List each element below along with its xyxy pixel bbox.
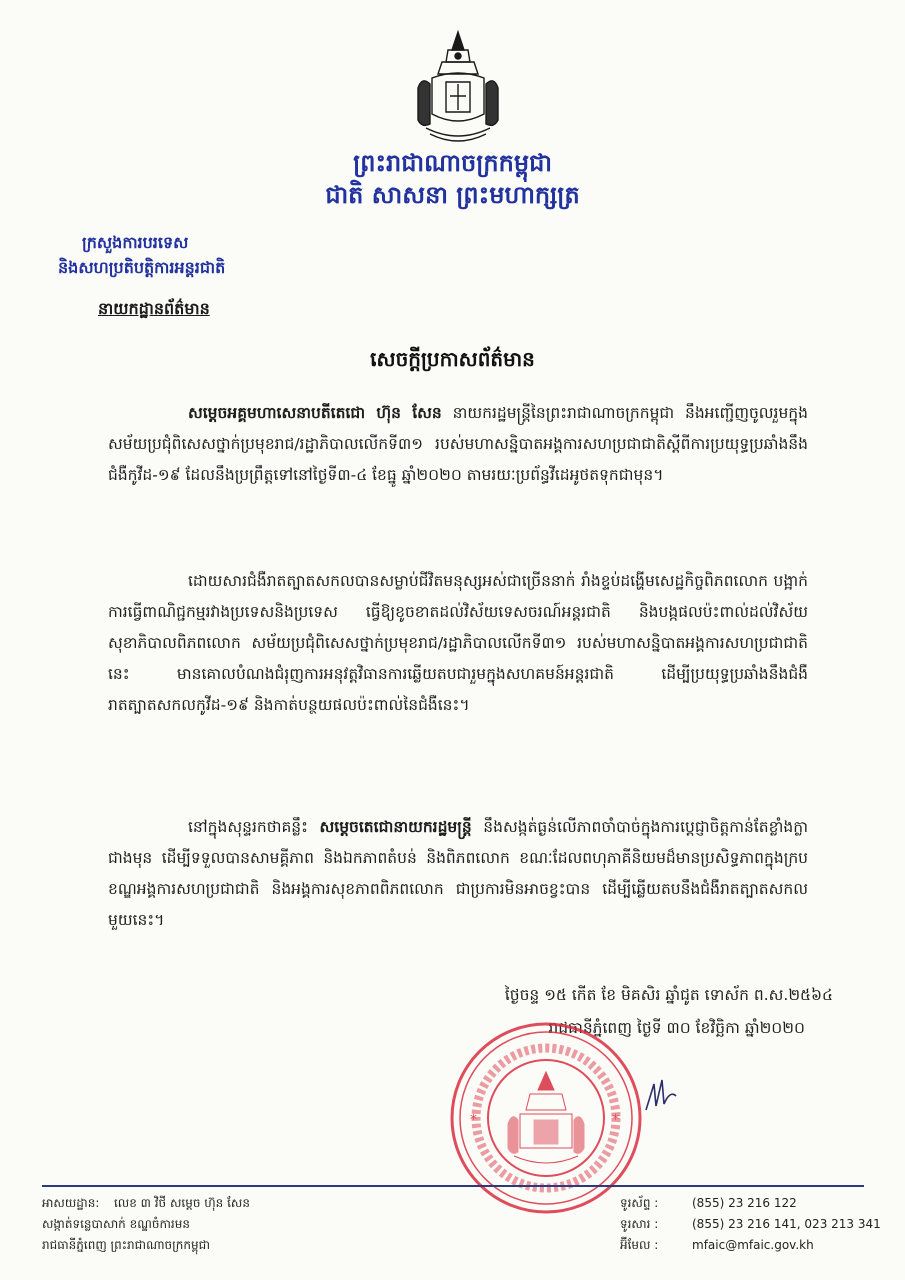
email-label: អ៊ីមែល : [620,1238,659,1252]
address-line-3: រាជធានីភ្នំពេញ ព្រះរាជាណាចក្រកម្ពុជា [42,1238,210,1252]
footer-divider [42,1185,864,1187]
footer-contacts [620,1193,881,1256]
document-title: សេចក្តីប្រកាសព័ត៌មាន [370,347,535,371]
svg-text:*: * [470,1112,477,1128]
paragraph-1 [108,398,808,491]
ministry-name-line2: និងសហប្រតិបត្តិការអន្តរជាតិ [58,258,226,277]
paragraph-2-text: ដោយសារជំងឺរាតត្បាតសកលបានសម្លាប់ជីវិតមនុស្សអស់ជាច្រើននាក់ រាំងខ្ទប់ដង្ហើមសេដ្ឋកិច្ចពិភពលោក បង្អាក់ការធ្វើពាណិជ្ជកម្មរវាងប្រទេសនិងប្រទេស ធ្វើឱ្យខូចខាតដល់វិស័យទេសចរណ៍អន្តរជាតិ និងបង្កផលប៉ះពាល់ដល់វិស័យសុខាភិបាលពិភពលោក សម័យប្រជុំពិសេសថ្នាក់ប្រមុខរាជ/រដ្ឋាភិបាលលើកទី៣១ របស់មហាសន្និបាតអង្គការសហប្រជាជាតិនេះ មានគោលបំណងជំរុញការអនុវត្តវិធានការឆ្លើយតបជារួមក្នុងសហគមន៍អន្តរជាតិ ដើម្បីប្រយុទ្ធប្រឆាំងនឹងជំងឺរាតត្បាតសកលកូវីដ-១៩ និងកាត់បន្ថយផលប៉ះពាល់នៃជំងឺនេះ។ [108,572,808,714]
ministry-name-line1: ក្រសួងការបរទេស [82,233,189,252]
address-label: អាសយដ្ឋាន: [42,1196,100,1210]
lunar-date: ថ្ងៃចន្ទ ១៥ កើត ខែ មិគសិរ ឆ្នាំជូត ទោស័ក ព.ស.២៥៦៤ [504,986,833,1004]
paragraph-1-text: នាយករដ្ឋមន្ត្រីនៃព្រះរាជាណាចក្រកម្ពុជា នឹងអញ្ជើញចូលរួមក្នុងសម័យប្រជុំពិសេសថ្នាក់ប្រមុខរាជ/រដ្ឋាភិបាលលើកទី៣១ របស់មហាសន្និបាតអង្គការសហប្រជាជាតិស្តីពីការប្រយុទ្ធប្រឆាំងនឹងជំងឺកូវីដ-១៩ ដែលនឹងប្រព្រឹត្តទៅនៅថ្ងៃទី៣-៤ ខែធ្នូ ឆ្នាំ២០២០ តាមរយៈប្រព័ន្ធវីដេអូថតទុកជាមុន។ [108,404,808,484]
department-name: នាយកដ្ឋានព័ត៌មាន [98,299,210,318]
prime-minister-name: សម្តេចអគ្គមហាសេនាបតីតេជោ ហ៊ុន សែន [188,404,442,422]
handwritten-signature [640,1070,680,1120]
footer-address [42,1193,250,1256]
solar-date: រាជធានីភ្នំពេញ ថ្ងៃទី ៣០ ខែវិច្ឆិកា ឆ្នាំ២០២០ [548,1019,805,1037]
kingdom-name: ព្រះរាជាណាចក្រកម្ពុជា [353,148,552,177]
phone-label: ទូរស័ព្ទ : [620,1196,659,1210]
address-line-2: សង្កាត់ទន្លេបាសាក់ ខណ្ឌចំការមន [42,1217,190,1231]
email-address: mfaic@mfaic.gov.kh [692,1238,814,1252]
fax-number: (855) 23 216 141, 023 213 341 [692,1217,881,1231]
address-line-1: លេខ ៣ វិថី សម្តេច ហ៊ុន សែន [114,1196,250,1210]
paragraph-2 [108,566,808,721]
paragraph-3 [108,812,808,936]
phone-number: (855) 23 216 122 [692,1196,797,1210]
paragraph-3-text: នឹងសង្កត់ធ្ងន់លើភាពចាំបាច់ក្នុងការប្តេជ្ញាចិត្តកាន់តែខ្លាំងក្លាជាងមុន ដើម្បីទទួលបានសាមគ្គីភាព និងឯកភាពតំបន់ និងពិភពលោក ខណៈដែលពហុភាគីនិយមដ៏មានប្រសិទ្ធភាពក្នុងក្របខណ្ឌអង្គការសហប្រជាជាតិ និងអង្គការសុខភាពពិភពលោក ជាប្រការមិនអាចខ្វះបាន ដើម្បីឆ្លើយតបនឹងជំងឺរាតត្បាតសកលមួយនេះ។ [108,818,808,929]
national-motto: ជាតិ សាសនា ព្រះមហាក្សត្រ [325,180,580,209]
royal-coat-of-arms-emblem [412,28,504,146]
prime-minister-title: សម្តេចតេជោនាយករដ្ឋមន្ត្រី [319,818,472,836]
fax-label: ទូរសារ : [620,1217,659,1231]
paragraph-3-lead: នៅក្នុងសុន្ទរកថាគន្លឹះ [188,818,320,836]
svg-text:*: * [612,1112,619,1128]
